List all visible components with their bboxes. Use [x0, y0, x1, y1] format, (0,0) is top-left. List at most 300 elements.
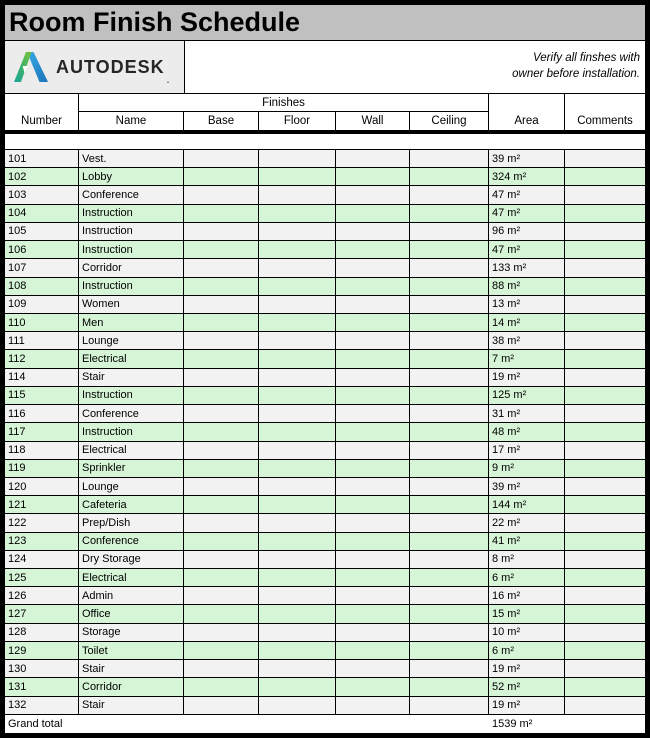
cell-number: 120 [5, 478, 79, 495]
cell-area: 52 m² [489, 678, 565, 695]
cell-floor [259, 569, 336, 586]
table-row [5, 514, 645, 532]
table-row [5, 405, 645, 423]
cell-number: 108 [5, 278, 79, 295]
cell-name: Vest. [79, 150, 184, 167]
cell-area: 9 m² [489, 460, 565, 477]
cell-wall [336, 551, 410, 568]
cell-area: 41 m² [489, 533, 565, 550]
cell-base [184, 533, 259, 550]
column-header-wall: Wall [336, 112, 410, 130]
cell-base [184, 296, 259, 313]
table-row [5, 205, 645, 223]
cell-area: 7 m² [489, 350, 565, 367]
cell-comments [565, 514, 645, 531]
cell-name: Electrical [79, 350, 184, 367]
cell-ceiling [410, 387, 489, 404]
cell-floor [259, 259, 336, 276]
cell-wall [336, 460, 410, 477]
cell-floor [259, 296, 336, 313]
table-row [5, 314, 645, 332]
cell-wall [336, 314, 410, 331]
cell-wall [336, 241, 410, 258]
cell-number: 128 [5, 624, 79, 641]
cell-comments [565, 278, 645, 295]
table-header [5, 94, 645, 134]
cell-base [184, 423, 259, 440]
cell-ceiling [410, 223, 489, 240]
cell-name: Lounge [79, 332, 184, 349]
cell-floor [259, 314, 336, 331]
cell-floor [259, 186, 336, 203]
note-line-2: owner before installation. [512, 68, 640, 80]
cell-name: Instruction [79, 423, 184, 440]
cell-comments [565, 405, 645, 422]
cell-floor [259, 205, 336, 222]
cell-ceiling [410, 478, 489, 495]
cell-wall [336, 587, 410, 604]
cell-ceiling [410, 496, 489, 513]
cell-floor [259, 551, 336, 568]
cell-comments [565, 697, 645, 714]
cell-number: 107 [5, 259, 79, 276]
cell-comments [565, 551, 645, 568]
cell-wall [336, 514, 410, 531]
table-row [5, 697, 645, 715]
cell-comments [565, 223, 645, 240]
cell-comments [565, 186, 645, 203]
cell-base [184, 642, 259, 659]
cell-name: Men [79, 314, 184, 331]
cell-comments [565, 642, 645, 659]
cell-comments [565, 533, 645, 550]
cell-number: 115 [5, 387, 79, 404]
cell-area: 133 m² [489, 259, 565, 276]
cell-area: 144 m² [489, 496, 565, 513]
cell-floor [259, 678, 336, 695]
cell-floor [259, 241, 336, 258]
cell-ceiling [410, 369, 489, 386]
cell-name: Electrical [79, 442, 184, 459]
cell-name: Corridor [79, 259, 184, 276]
cell-name: Sprinkler [79, 460, 184, 477]
cell-area: 19 m² [489, 660, 565, 677]
cell-ceiling [410, 514, 489, 531]
cell-ceiling [410, 405, 489, 422]
cell-number: 117 [5, 423, 79, 440]
cell-ceiling [410, 296, 489, 313]
cell-number: 114 [5, 369, 79, 386]
cell-wall [336, 569, 410, 586]
cell-name: Conference [79, 533, 184, 550]
page-title: Room Finish Schedule [5, 5, 645, 41]
cell-area: 39 m² [489, 150, 565, 167]
cell-name: Toilet [79, 642, 184, 659]
cell-comments [565, 605, 645, 622]
cell-floor [259, 350, 336, 367]
cell-floor [259, 332, 336, 349]
cell-ceiling [410, 150, 489, 167]
cell-area: 39 m² [489, 478, 565, 495]
cell-base [184, 278, 259, 295]
cell-ceiling [410, 697, 489, 714]
cell-base [184, 551, 259, 568]
cell-floor [259, 605, 336, 622]
cell-floor [259, 278, 336, 295]
cell-area: 88 m² [489, 278, 565, 295]
column-header-base: Base [184, 112, 259, 130]
cell-base [184, 387, 259, 404]
table-row [5, 605, 645, 623]
cell-wall [336, 423, 410, 440]
table-row [5, 350, 645, 368]
cell-wall [336, 678, 410, 695]
cell-base [184, 569, 259, 586]
cell-floor [259, 697, 336, 714]
column-group-finishes: Finishes [79, 94, 489, 112]
cell-ceiling [410, 241, 489, 258]
table-row [5, 642, 645, 660]
cell-floor [259, 660, 336, 677]
cell-name: Stair [79, 697, 184, 714]
cell-name: Stair [79, 660, 184, 677]
cell-number: 105 [5, 223, 79, 240]
cell-wall [336, 387, 410, 404]
cell-ceiling [410, 587, 489, 604]
cell-number: 124 [5, 551, 79, 568]
cell-name: Lobby [79, 168, 184, 185]
cell-area: 47 m² [489, 205, 565, 222]
cell-name: Prep/Dish [79, 514, 184, 531]
cell-base [184, 405, 259, 422]
cell-floor [259, 514, 336, 531]
cell-name: Women [79, 296, 184, 313]
cell-area: 16 m² [489, 587, 565, 604]
cell-area: 8 m² [489, 551, 565, 568]
cell-ceiling [410, 533, 489, 550]
cell-number: 111 [5, 332, 79, 349]
cell-floor [259, 223, 336, 240]
cell-base [184, 624, 259, 641]
cell-wall [336, 369, 410, 386]
autodesk-wordmark: AUTODESK [56, 56, 165, 77]
cell-wall [336, 605, 410, 622]
cell-comments [565, 168, 645, 185]
cell-name: Dry Storage [79, 551, 184, 568]
cell-floor [259, 423, 336, 440]
cell-area: 38 m² [489, 332, 565, 349]
cell-ceiling [410, 168, 489, 185]
cell-name: Instruction [79, 205, 184, 222]
cell-name: Corridor [79, 678, 184, 695]
table-row [5, 442, 645, 460]
cell-number: 123 [5, 533, 79, 550]
cell-name: Admin [79, 587, 184, 604]
cell-base [184, 660, 259, 677]
cell-comments [565, 314, 645, 331]
cell-wall [336, 150, 410, 167]
cell-comments [565, 496, 645, 513]
cell-number: 110 [5, 314, 79, 331]
cell-comments [565, 478, 645, 495]
cell-comments [565, 387, 645, 404]
cell-base [184, 514, 259, 531]
column-header-name: Name [79, 112, 184, 130]
grand-total-label: Grand total [8, 718, 63, 730]
cell-area: 31 m² [489, 405, 565, 422]
table-row [5, 624, 645, 642]
cell-comments [565, 259, 645, 276]
table-row [5, 460, 645, 478]
cell-floor [259, 460, 336, 477]
cell-name: Instruction [79, 223, 184, 240]
cell-base [184, 186, 259, 203]
table-row [5, 478, 645, 496]
cell-floor [259, 533, 336, 550]
cell-area: 19 m² [489, 697, 565, 714]
cell-ceiling [410, 605, 489, 622]
note-line-1: Verify all finshes with [533, 52, 640, 65]
cell-floor [259, 642, 336, 659]
cell-wall [336, 332, 410, 349]
table-row [5, 587, 645, 605]
cell-wall [336, 278, 410, 295]
grand-total-area: 1539 m² [492, 718, 533, 730]
cell-name: Lounge [79, 478, 184, 495]
cell-ceiling [410, 642, 489, 659]
cell-number: 116 [5, 405, 79, 422]
autodesk-a-icon [13, 52, 49, 82]
cell-ceiling [410, 460, 489, 477]
cell-area: 14 m² [489, 314, 565, 331]
cell-ceiling [410, 314, 489, 331]
cell-ceiling [410, 350, 489, 367]
cell-number: 104 [5, 205, 79, 222]
cell-comments [565, 150, 645, 167]
cell-number: 122 [5, 514, 79, 531]
cell-comments [565, 369, 645, 386]
cell-number: 112 [5, 350, 79, 367]
cell-wall [336, 442, 410, 459]
cell-wall [336, 405, 410, 422]
table-body [5, 150, 645, 715]
cell-area: 19 m² [489, 369, 565, 386]
cell-comments [565, 332, 645, 349]
cell-area: 324 m² [489, 168, 565, 185]
grand-total-row [5, 715, 645, 733]
cell-base [184, 241, 259, 258]
cell-floor [259, 168, 336, 185]
cell-comments [565, 205, 645, 222]
table-row [5, 186, 645, 204]
cell-ceiling [410, 678, 489, 695]
cell-base [184, 369, 259, 386]
cell-base [184, 350, 259, 367]
cell-floor [259, 369, 336, 386]
cell-number: 119 [5, 460, 79, 477]
table-row [5, 332, 645, 350]
table-row [5, 223, 645, 241]
cell-number: 121 [5, 496, 79, 513]
cell-number: 131 [5, 678, 79, 695]
cell-area: 22 m² [489, 514, 565, 531]
column-header-comments: Comments [577, 115, 633, 127]
cell-floor [259, 442, 336, 459]
cell-name: Storage [79, 624, 184, 641]
cell-floor [259, 478, 336, 495]
cell-comments [565, 624, 645, 641]
cell-number: 132 [5, 697, 79, 714]
cell-area: 125 m² [489, 387, 565, 404]
cell-base [184, 259, 259, 276]
cell-wall [336, 186, 410, 203]
cell-floor [259, 587, 336, 604]
table-row [5, 259, 645, 277]
cell-base [184, 205, 259, 222]
cell-ceiling [410, 569, 489, 586]
cell-base [184, 460, 259, 477]
cell-ceiling [410, 442, 489, 459]
cell-wall [336, 624, 410, 641]
cell-number: 103 [5, 186, 79, 203]
cell-number: 101 [5, 150, 79, 167]
cell-base [184, 678, 259, 695]
cell-base [184, 587, 259, 604]
cell-name: Instruction [79, 278, 184, 295]
cell-base [184, 150, 259, 167]
table-row [5, 660, 645, 678]
cell-area: 17 m² [489, 442, 565, 459]
table-row [5, 278, 645, 296]
table-row [5, 369, 645, 387]
cell-number: 127 [5, 605, 79, 622]
cell-name: Office [79, 605, 184, 622]
cell-ceiling [410, 551, 489, 568]
cell-floor [259, 624, 336, 641]
cell-ceiling [410, 660, 489, 677]
table-row [5, 533, 645, 551]
cell-base [184, 442, 259, 459]
column-header-floor: Floor [259, 112, 336, 130]
cell-area: 48 m² [489, 423, 565, 440]
cell-number: 102 [5, 168, 79, 185]
cell-name: Instruction [79, 387, 184, 404]
cell-area: 47 m² [489, 186, 565, 203]
cell-name: Stair [79, 369, 184, 386]
cell-comments [565, 350, 645, 367]
cell-comments [565, 678, 645, 695]
cell-base [184, 478, 259, 495]
cell-base [184, 314, 259, 331]
cell-floor [259, 405, 336, 422]
table-row [5, 387, 645, 405]
cell-comments [565, 442, 645, 459]
cell-floor [259, 150, 336, 167]
cell-wall [336, 296, 410, 313]
cell-number: 130 [5, 660, 79, 677]
cell-comments [565, 423, 645, 440]
cell-ceiling [410, 332, 489, 349]
cell-area: 6 m² [489, 642, 565, 659]
cell-wall [336, 223, 410, 240]
cell-ceiling [410, 259, 489, 276]
cell-floor [259, 387, 336, 404]
cell-base [184, 168, 259, 185]
brand-row [5, 41, 645, 94]
cell-name: Electrical [79, 569, 184, 586]
cell-wall [336, 533, 410, 550]
cell-wall [336, 660, 410, 677]
column-header-ceiling: Ceiling [410, 112, 489, 130]
cell-ceiling [410, 186, 489, 203]
cell-wall [336, 350, 410, 367]
cell-base [184, 605, 259, 622]
cell-wall [336, 168, 410, 185]
cell-wall [336, 205, 410, 222]
table-row [5, 168, 645, 186]
table-row [5, 296, 645, 314]
table-row [5, 241, 645, 259]
cell-ceiling [410, 205, 489, 222]
cell-wall [336, 478, 410, 495]
cell-base [184, 332, 259, 349]
blank-spacer-row [5, 134, 645, 150]
cell-area: 6 m² [489, 569, 565, 586]
cell-wall [336, 642, 410, 659]
schedule-note [185, 41, 645, 93]
cell-ceiling [410, 278, 489, 295]
cell-name: Instruction [79, 241, 184, 258]
table-row [5, 423, 645, 441]
table-row [5, 678, 645, 696]
table-row [5, 496, 645, 514]
cell-wall [336, 259, 410, 276]
cell-area: 15 m² [489, 605, 565, 622]
cell-comments [565, 460, 645, 477]
cell-comments [565, 241, 645, 258]
cell-area: 10 m² [489, 624, 565, 641]
cell-number: 106 [5, 241, 79, 258]
cell-name: Conference [79, 405, 184, 422]
cell-base [184, 697, 259, 714]
column-header-number: Number [5, 94, 79, 130]
cell-base [184, 223, 259, 240]
cell-name: Conference [79, 186, 184, 203]
cell-comments [565, 660, 645, 677]
cell-floor [259, 496, 336, 513]
cell-comments [565, 296, 645, 313]
cell-comments [565, 569, 645, 586]
table-row [5, 551, 645, 569]
cell-wall [336, 697, 410, 714]
cell-area: 13 m² [489, 296, 565, 313]
table-row [5, 569, 645, 587]
cell-base [184, 496, 259, 513]
autodesk-logo [5, 41, 185, 93]
cell-ceiling [410, 624, 489, 641]
column-header-area: Area [489, 94, 565, 130]
cell-number: 109 [5, 296, 79, 313]
cell-number: 129 [5, 642, 79, 659]
table-row [5, 150, 645, 168]
cell-number: 125 [5, 569, 79, 586]
cell-number: 126 [5, 587, 79, 604]
cell-area: 47 m² [489, 241, 565, 258]
cell-ceiling [410, 423, 489, 440]
cell-wall [336, 496, 410, 513]
cell-name: Cafeteria [79, 496, 184, 513]
cell-area: 96 m² [489, 223, 565, 240]
